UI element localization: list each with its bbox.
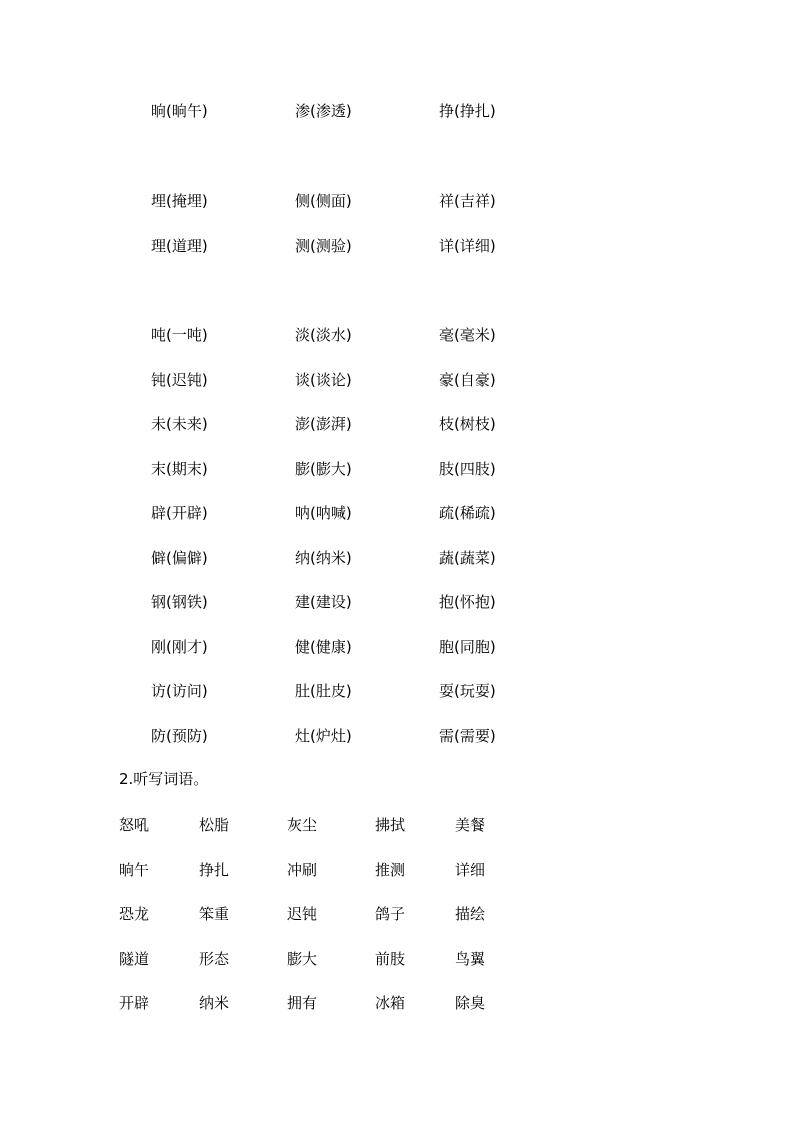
word-cell: 前肢 [375, 949, 406, 968]
word-cell: 详细 [455, 860, 486, 879]
pair-row [0, 726, 794, 771]
pair-cell: 健(健康) [295, 637, 352, 656]
pair-cell: 测(测验) [295, 236, 352, 255]
pair-cell: 防(预防) [151, 726, 208, 745]
pair-cell: 辟(开辟) [151, 504, 208, 522]
pair-cell: 侧(侧面) [295, 192, 352, 210]
pair-cell: 僻(偏僻) [151, 548, 208, 567]
pair-row [0, 592, 794, 637]
word-cell: 拂拭 [375, 816, 406, 834]
pair-cell: 枝(树枝) [439, 415, 496, 433]
word-cell: 恐龙 [119, 905, 150, 923]
word-cell: 笨重 [199, 905, 230, 923]
word-cell: 纳米 [199, 994, 230, 1012]
pair-row [0, 191, 794, 236]
pair-row [0, 370, 794, 415]
word-cell: 灰尘 [287, 816, 318, 834]
pair-cell: 祥(吉祥) [439, 192, 496, 210]
pair-cell: 疏(稀疏) [439, 504, 496, 522]
pair-cell: 胞(同胞) [439, 637, 496, 656]
character-pairs-group-1 [0, 101, 794, 146]
pair-cell: 耍(玩耍) [439, 682, 496, 700]
pair-cell: 纳(纳米) [295, 548, 352, 567]
word-cell: 鸽子 [375, 905, 406, 923]
word-cell: 膨大 [287, 949, 318, 968]
pair-cell: 抱(怀抱) [439, 593, 496, 611]
section-heading: 2.听写词语。 [119, 770, 209, 788]
pair-cell: 呐(呐喊) [295, 504, 352, 522]
pair-cell: 理(道理) [151, 236, 208, 255]
word-row [0, 860, 794, 905]
word-cell: 描绘 [455, 905, 486, 923]
pair-row [0, 414, 794, 459]
word-cell: 拥有 [287, 994, 318, 1012]
pair-cell: 肢(四肢) [439, 459, 496, 478]
dictation-word-list [0, 815, 794, 1038]
pair-row [0, 459, 794, 504]
word-row [0, 904, 794, 949]
word-cell: 形态 [199, 949, 230, 968]
word-row [0, 949, 794, 994]
pair-cell: 详(详细) [439, 236, 496, 255]
word-cell: 冰箱 [375, 994, 406, 1012]
word-row [0, 993, 794, 1038]
pair-cell: 谈(谈论) [295, 370, 352, 389]
pair-row [0, 637, 794, 682]
pair-cell: 澎(澎湃) [295, 415, 352, 433]
pair-cell: 灶(炉灶) [295, 726, 352, 745]
character-pairs-group-2 [0, 191, 794, 280]
pair-row [0, 101, 794, 146]
word-cell: 松脂 [199, 816, 230, 834]
word-cell: 美餐 [455, 816, 486, 834]
word-row [0, 815, 794, 860]
word-cell: 挣扎 [199, 860, 230, 879]
character-pairs-group-3 [0, 325, 794, 770]
pair-row [0, 548, 794, 593]
pair-cell: 吨(一吨) [151, 326, 208, 344]
pair-cell: 末(期末) [151, 459, 208, 478]
pair-row [0, 681, 794, 726]
pair-cell: 渗(渗透) [295, 102, 352, 120]
pair-cell: 需(需要) [439, 726, 496, 745]
pair-cell: 未(未来) [151, 415, 208, 433]
pair-cell: 建(建设) [295, 593, 352, 611]
pair-row [0, 503, 794, 548]
word-cell: 开辟 [119, 994, 150, 1012]
pair-cell: 钢(钢铁) [151, 593, 208, 611]
pair-cell: 豪(自豪) [439, 370, 496, 389]
pair-cell: 访(访问) [151, 682, 208, 700]
pair-row [0, 325, 794, 370]
pair-cell: 埋(掩埋) [151, 192, 208, 210]
word-cell: 隧道 [119, 949, 150, 968]
word-cell: 除臭 [455, 994, 486, 1012]
pair-cell: 晌(晌午) [151, 102, 208, 120]
pair-cell: 刚(刚才) [151, 637, 208, 656]
word-cell: 晌午 [119, 860, 150, 879]
word-cell: 推测 [375, 860, 406, 879]
word-cell: 冲刷 [287, 860, 318, 879]
pair-cell: 蔬(蔬菜) [439, 548, 496, 567]
word-cell: 怒吼 [119, 816, 150, 834]
pair-cell: 挣(挣扎) [439, 102, 496, 120]
pair-cell: 毫(毫米) [439, 326, 496, 344]
pair-row [0, 236, 794, 281]
pair-cell: 钝(迟钝) [151, 370, 208, 389]
word-cell: 迟钝 [287, 905, 318, 923]
pair-cell: 淡(淡水) [295, 326, 352, 344]
word-cell: 鸟翼 [455, 949, 486, 968]
pair-cell: 膨(膨大) [295, 459, 352, 478]
pair-cell: 肚(肚皮) [295, 682, 352, 700]
